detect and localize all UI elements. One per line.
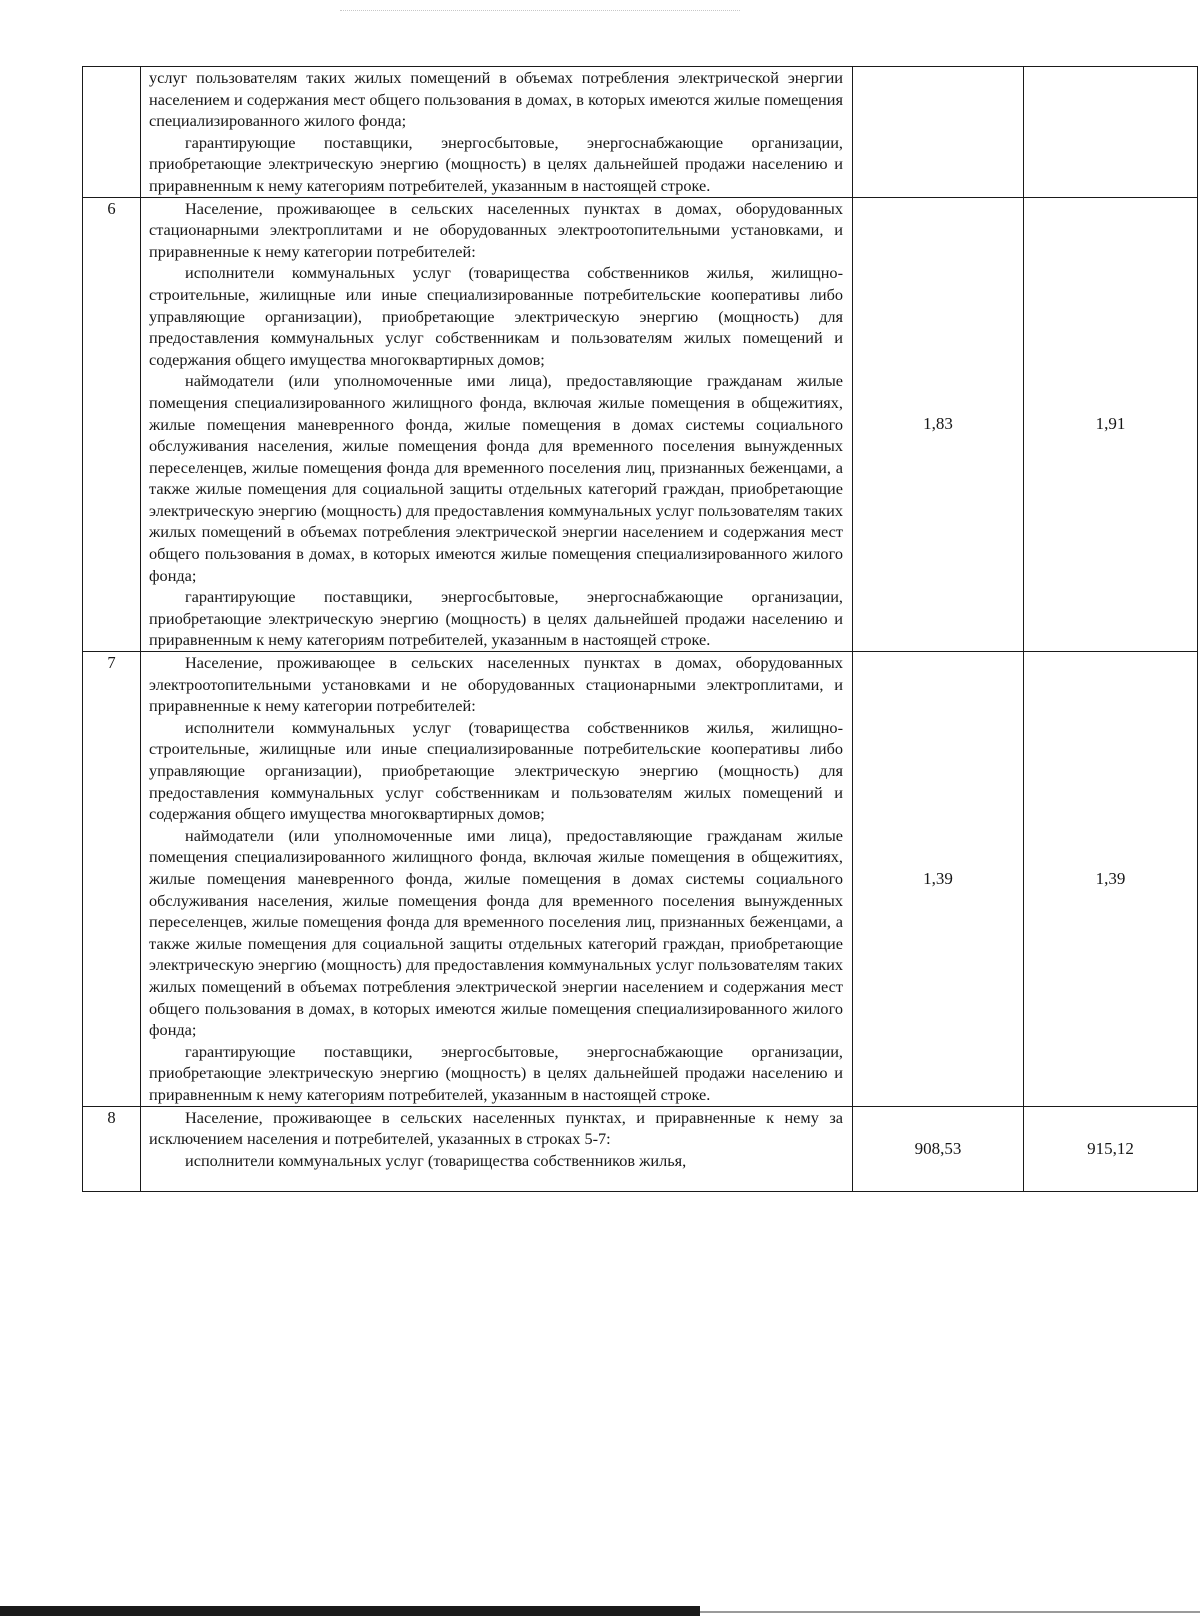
value-cell-2	[1024, 67, 1198, 198]
paragraph: исполнители коммунальных услуг (товарищества собственников жилья,	[185, 1150, 687, 1170]
row-description	[141, 652, 853, 1106]
paragraph: гарантирующие поставщики, энергосбытовые, энергоснабжающие организации, приобретающие электрическую энергию (мощность) в целях дальнейшей продажи населению и приравненным к нему категориям потребителей, указанным в настоящей строке.	[149, 1041, 843, 1104]
scan-edge-shadow	[0, 1606, 700, 1616]
row-description	[141, 67, 853, 198]
row-description	[141, 1106, 853, 1191]
scan-artifact	[340, 10, 740, 13]
paragraph: гарантирующие поставщики, энергосбытовые, энергоснабжающие организации, приобретающие электрическую энергию (мощность) в целях дальнейшей продажи населению и приравненным к нему категориям потребителей, указанным в настоящей строке.	[149, 587, 843, 650]
table-row	[83, 652, 1198, 1106]
tariff-table	[82, 66, 1198, 1192]
row-number: 6	[83, 197, 141, 651]
value-cell-1	[853, 67, 1024, 198]
paragraph: наймодатели (или уполномоченные ими лица), предоставляющие гражданам жилые помещения специализированного жилищного фонда, включая жилые помещения в общежитиях, жилые помещения маневренного фонда, жилые помещения в домах системы социального обслуживания населения, жилые помещения фонда для временного поселения вынужденных переселенцев, жилые помещения фонда для временного поселения лиц, признанных беженцами, а также жилые помещения для социальной защиты отдельных категорий граждан, приобретающие электрическую энергию (мощность) для предоставления коммунальных услуг пользователям таких жилых помещений в объемах потребления электрической энергии населением и содержания мест общего пользования в домах, в которых имеются жилые помещения специализированного жилого фонда;	[149, 825, 843, 1040]
paragraph: исполнители коммунальных услуг (товарищества собственников жилья, жилищно-строительные, жилищные или иные специализированные потребительские кооперативы либо управляющие организации), приобретающие электрическую энергию (мощность) для предоставления коммунальных услуг собственникам и пользователям жилых помещений и содержания общего имущества многоквартирных домов;	[149, 717, 843, 824]
value-cell-1: 908,53	[853, 1106, 1024, 1191]
table-row	[83, 1106, 1198, 1191]
value-cell-1: 1,83	[853, 197, 1024, 651]
row-number: 8	[83, 1106, 141, 1191]
paragraph: наймодатели (или уполномоченные ими лица), предоставляющие гражданам жилые помещения специализированного жилищного фонда, включая жилые помещения в общежитиях, жилые помещения маневренного фонда, жилые помещения в домах системы социального обслуживания населения, жилые помещения фонда для временного поселения вынужденных переселенцев, жилые помещения фонда для временного поселения лиц, признанных беженцами, а также жилые помещения для социальной защиты отдельных категорий граждан, приобретающие электрическую энергию (мощность) для предоставления коммунальных услуг пользователям таких жилых помещений в объемах потребления электрической энергии населением и содержания мест общего пользования в домах, в которых имеются жилые помещения специализированного жилого фонда;	[149, 371, 843, 585]
value-cell-2: 1,39	[1024, 652, 1198, 1106]
paragraph: Население, проживающее в сельских населенных пунктах в домах, оборудованных стационарными электроплитами и не оборудованных электроотопительными установками, и приравненные к нему категории потребителей:	[149, 198, 843, 261]
table-row	[83, 197, 1198, 651]
table-row	[83, 67, 1198, 198]
row-number	[83, 67, 141, 198]
paragraph: Население, проживающее в сельских населенных пунктах в домах, оборудованных электроотопительными установками и не оборудованных стационарными электроплитами, и приравненные к нему категории потребителей:	[149, 653, 843, 716]
row-description	[141, 197, 853, 651]
value-cell-2: 1,91	[1024, 197, 1198, 651]
paragraph: гарантирующие поставщики, энергосбытовые, энергоснабжающие организации, приобретающие электрическую энергию (мощность) в целях дальнейшей продажи населению и приравненным к нему категориям потребителей, указанным в настоящей строке.	[149, 132, 843, 195]
value-cell-1: 1,39	[853, 652, 1024, 1106]
paragraph: исполнители коммунальных услуг (товарищества собственников жилья, жилищно-строительные, жилищные или иные специализированные потребительские кооперативы либо управляющие организации), приобретающие электрическую энергию (мощность) для предоставления коммунальных услуг собственникам и пользователям жилых помещений и содержания общего имущества многоквартирных домов;	[149, 263, 843, 369]
row-number: 7	[83, 652, 141, 1106]
paragraph: услуг пользователям таких жилых помещений в объемах потребления электрической энергии населением и содержания мест общего пользования в домах, в которых имеются жилые помещения специализированного жилого фонда;	[149, 68, 843, 131]
scan-edge-line	[700, 1611, 1200, 1613]
value-cell-2: 915,12	[1024, 1106, 1198, 1191]
paragraph: Население, проживающее в сельских населенных пунктах, и приравненные к нему за исключением населения и потребителей, указанных в строках 5-7:	[149, 1107, 843, 1149]
